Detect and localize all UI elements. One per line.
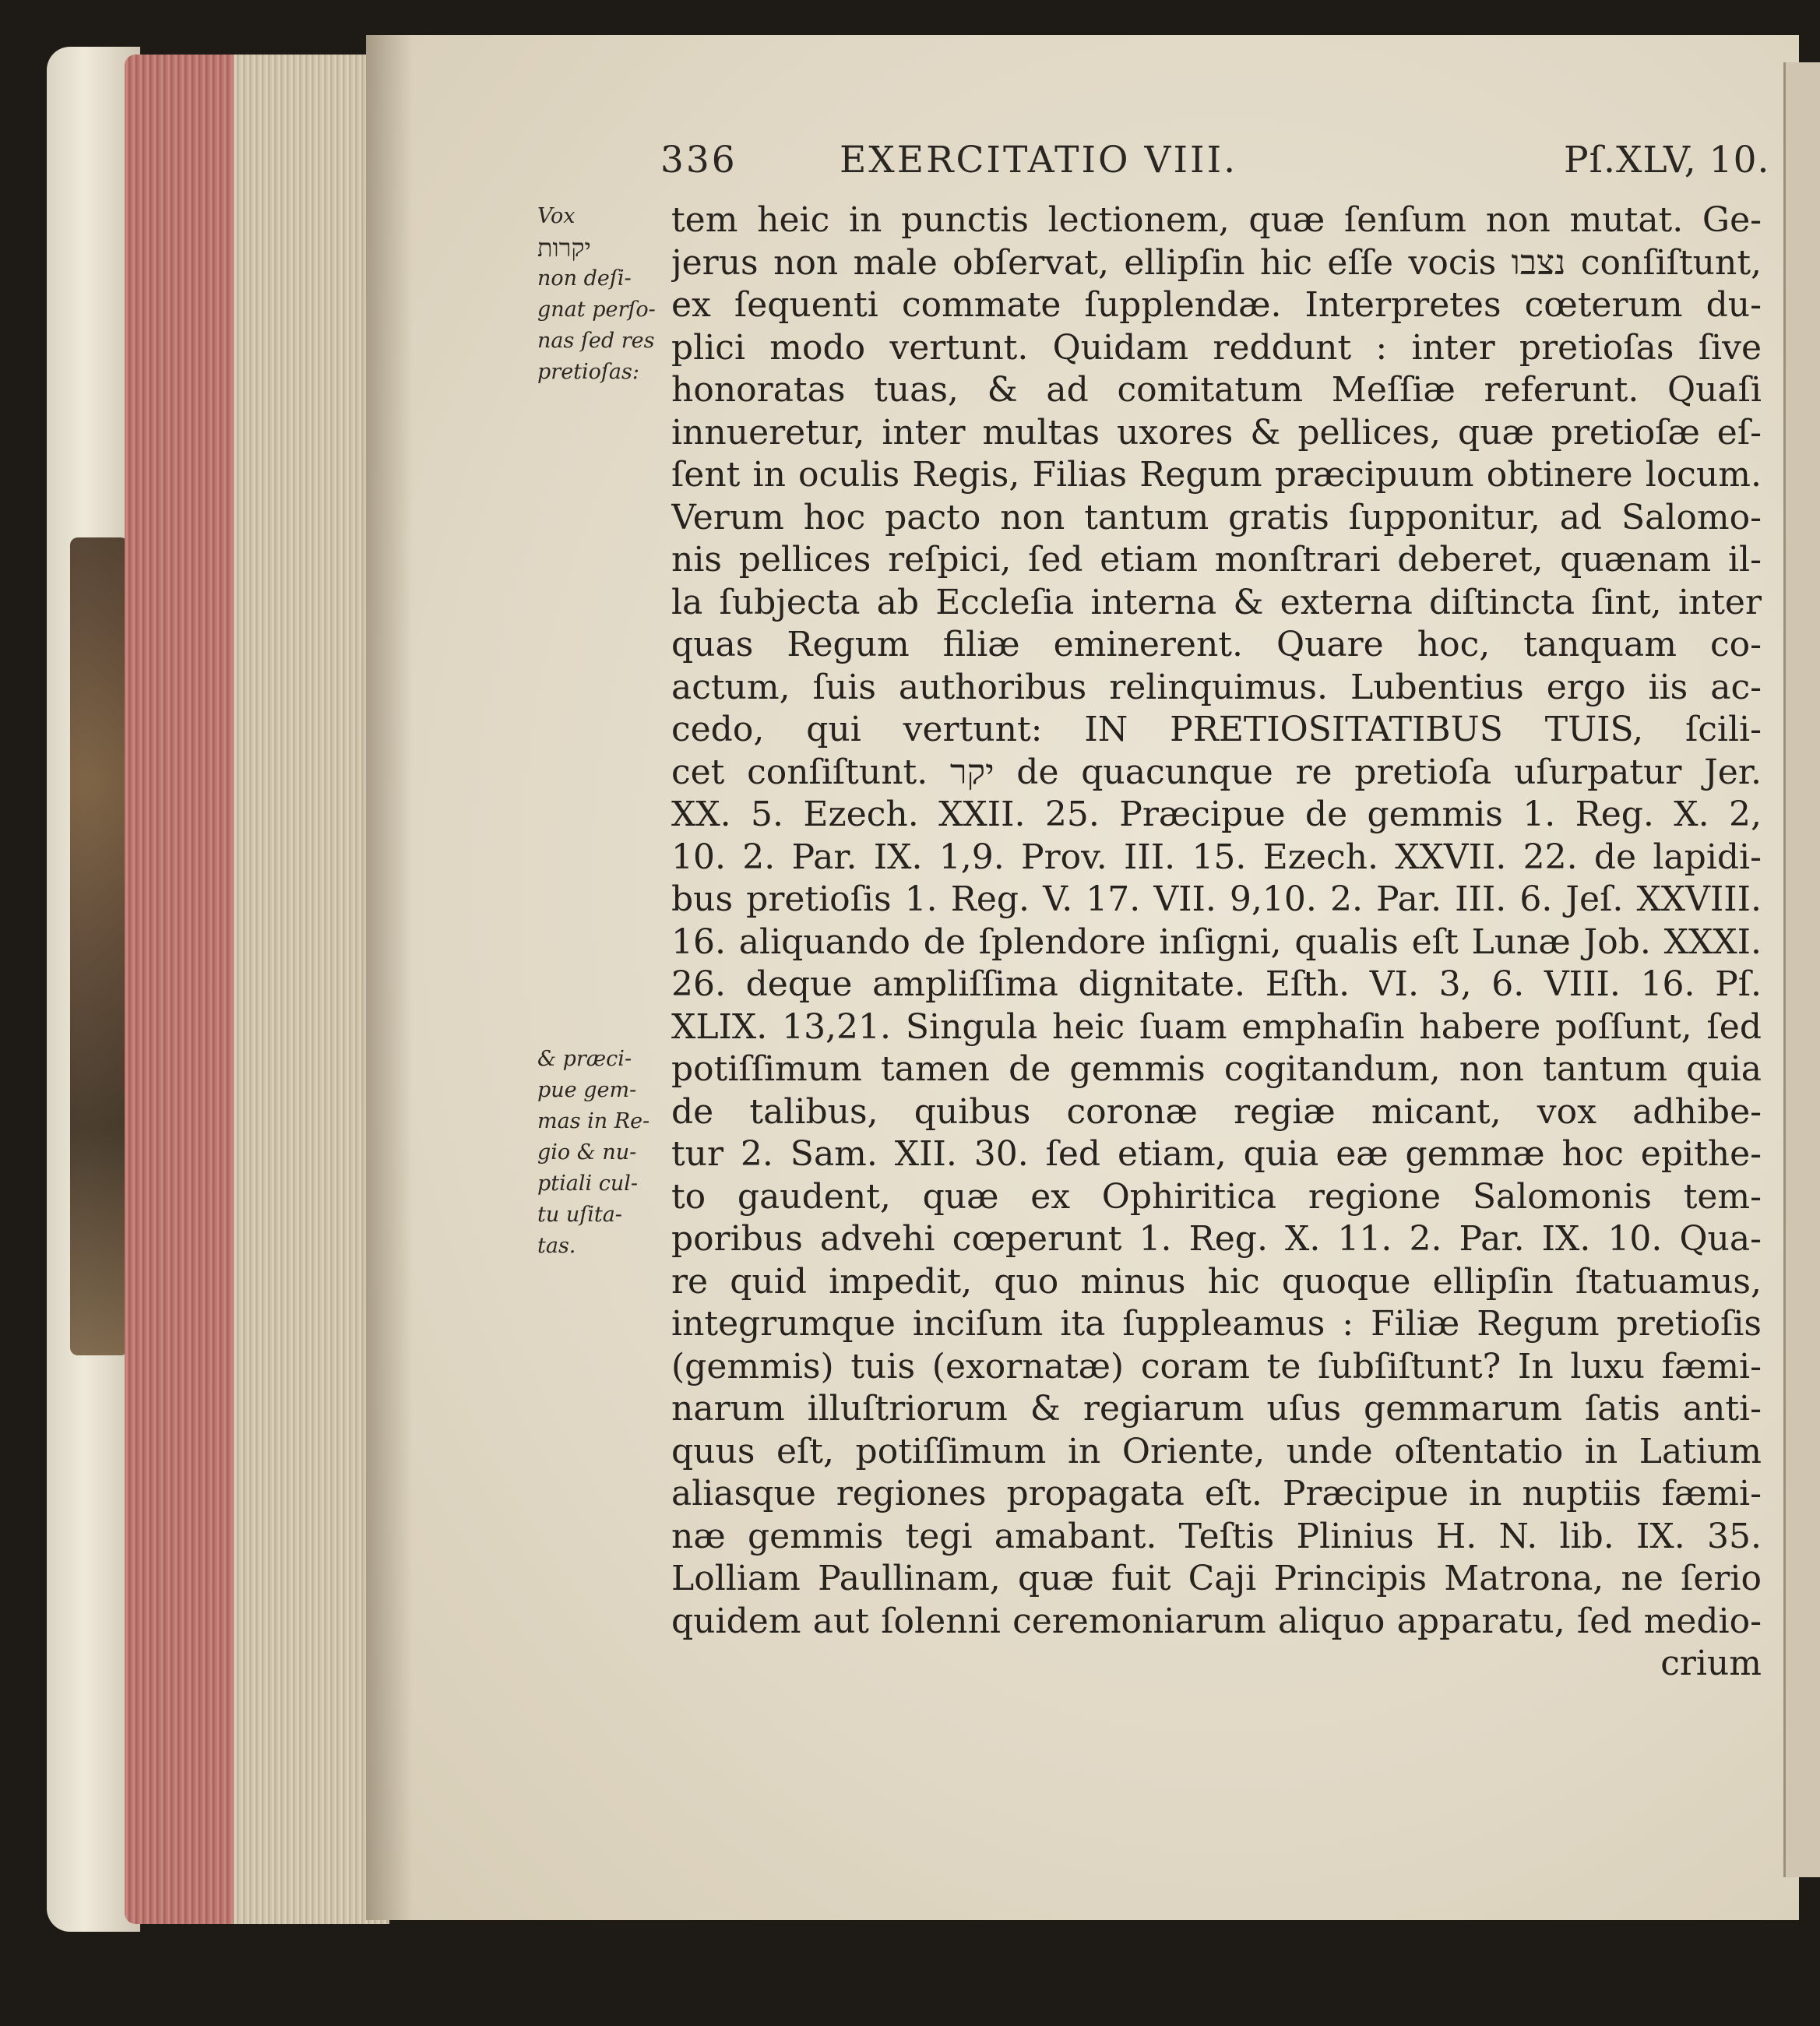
text-line: næ gemmis tegi amabant. Teſtis Plinius H. N. lib. IX. 35. [671,1516,1762,1556]
margin-note-line: gio & nu- [537,1140,637,1165]
text-line: XLIX. 13,21. Singula heic ſuam emphaſin habere poſſunt, ſed [671,1006,1762,1047]
text-line: cedo, qui vertunt: IN PRETIOSITATIBUS TUIS, ſcili- [671,710,1762,749]
text-line: quas Regum filiæ eminerent. Quare hoc, tanquam co- [671,625,1762,664]
margin-note-line: tu uſita- [537,1203,622,1227]
text-line: re quid impedit, quo minus hic quoque ellipſin ſtatuamus, [671,1261,1762,1302]
margin-note-1 [537,201,662,388]
margin-note-line: mas in Re- [537,1109,650,1133]
margin-note-line: pretioſas: [537,360,639,384]
text-line: de talibus, quibus coronæ regiæ micant, vox adhibe- [671,1091,1762,1132]
text-line: cet conſiſtunt. יקר de quacunque re pretioſa uſurpatur Jer. [671,752,1762,792]
text-line: bus pretioſis 1. Reg. V. 17. VII. 9,10. 2. Par. III. 6. Jeſ. XXVIII. [671,879,1762,919]
text-line: ex ſequenti commate ſupplendæ. Interpretes cœterum du- [671,285,1762,325]
text-line: honoratas tuas, & ad comitatum Meſſiæ referunt. Quaſi [671,370,1762,410]
margin-note-line: pue gem- [537,1078,637,1102]
margin-note-line: non deſi- [537,266,632,291]
margin-note-line: Vox [537,204,576,228]
text-line: XX. 5. Ezech. XXII. 25. Præcipue de gemmis 1. Reg. X. 2, [671,795,1762,834]
text-line: Verum hoc pacto non tantum gratis ſupponitur, ad Salomo- [671,497,1762,537]
text-line: plici modo vertunt. Quidam reddunt : inter pretioſas ſive [671,327,1762,368]
text-line: narum illuſtriorum & regiarum uſus gemmarum ſatis anti- [671,1389,1762,1429]
text-line: integrumque inciſum ita ſuppleamus : Filiæ Regum pretioſis [671,1304,1762,1344]
text-line: aliasque regiones propagata eſt. Præcipue in nuptiis fæmi- [671,1474,1762,1513]
margin-note-line: nas ſed res [537,329,655,353]
margin-note-line: gnat perſo- [537,298,656,322]
margin-note-line: & præci- [537,1047,632,1071]
margin-note-line: ptiali cul- [537,1172,638,1196]
header-reference: Pſ.XLV, 10. [1564,139,1770,181]
margin-note-line: יקרות [537,233,591,262]
text-line: nis pellices reſpici, ſed etiam monſtrari deberet, quænam il- [671,540,1762,580]
text-line: (gemmis) tuis (exornatæ) coram te ſubſiſtunt? In luxu fæmi- [671,1346,1762,1386]
text-line: potiſſimum tamen de gemmis cogitandum, non tantum quia [671,1049,1762,1089]
text-line: actum, ſuis authoribus relinquimus. Lubentius ergo iis ac- [671,667,1762,707]
facing-page-edge [1783,62,1820,1877]
text-line: crium [1660,1644,1762,1683]
text-line: 26. deque ampliſſima dignitate. Eſth. VI. 3, 6. VIII. 16. Pſ. [671,964,1762,1004]
marbled-cover [70,537,128,1355]
text-line: quidem aut ſolenni ceremoniarum aliquo apparatu, ſed medio- [671,1601,1762,1641]
text-line: jerus non male obſervat, ellipſin hic eſſe vocis נצבו conſiſtunt, [671,242,1762,283]
main-text-block [671,199,1762,1686]
running-header [660,139,1774,201]
text-line: 10. 2. Par. IX. 1,9. Prov. III. 15. Ezech. XXVII. 22. de lapidi- [671,837,1762,877]
text-line: quus eſt, potiſſimum in Oriente, unde oſtentatio in Latium [671,1431,1762,1471]
page-number: 336 [660,139,738,181]
margin-note-line: tas. [537,1234,576,1258]
text-line: 16. aliquando de ſplendore inſigni, qualis eſt Lunæ Job. XXXI. [671,921,1762,962]
text-line: la ſubjecta ab Eccleſia interna & externa diſtincta ſint, inter [671,582,1762,622]
red-page-edge [125,55,241,1924]
header-title: EXERCITATIO VIII. [840,139,1238,181]
text-line: ſent in oculis Regis, Filias Regum præcipuum obtinere locum. [671,455,1762,495]
text-line: innueretur, inter multas uxores & pellices, quæ pretioſæ eſ- [671,412,1762,453]
text-line: poribus advehi cœperunt 1. Reg. X. 11. 2. Par. IX. 10. Qua- [671,1219,1762,1259]
text-line: tur 2. Sam. XII. 30. ſed etiam, quia eæ gemmæ hoc epithe- [671,1134,1762,1174]
text-line: Lolliam Paullinam, quæ fuit Caji Principis Matrona, ne ſerio [671,1559,1762,1598]
gutter-shadow [366,35,413,1920]
margin-note-2 [537,1044,662,1262]
text-line: tem heic in punctis lectionem, quæ ſenſum non mutat. Ge- [671,200,1762,240]
text-line: to gaudent, quæ ex Ophiritica regione Salomonis tem- [671,1176,1762,1217]
